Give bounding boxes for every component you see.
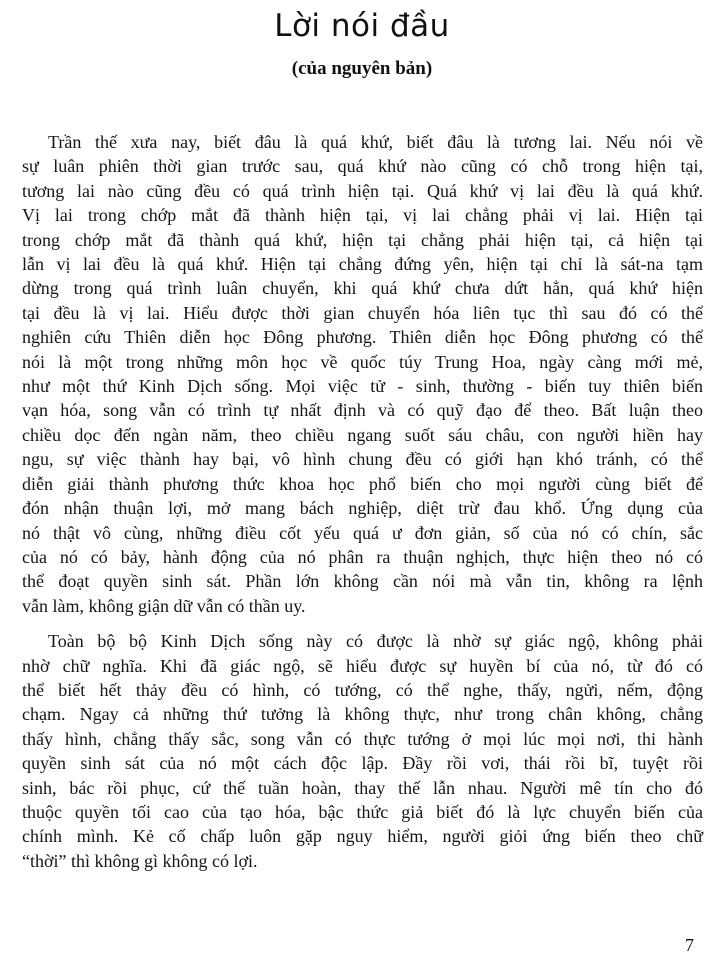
text-line: thể đoạt quyền sinh sát. Phần lớn không cần nói mà vẫn tin, không ra lệnh: [22, 571, 703, 592]
text-line: Toàn bộ bộ Kinh Dịch sống này có được là nhờ sự giác ngộ, không phải: [48, 631, 703, 652]
text-line: diễn giải thành phương thức khoa học phổ biến cho mọi người cùng biết để: [22, 473, 703, 494]
text-line: sự luân phiên thời gian trước sau, quá khứ nào cũng có chỗ trong hiện tại,: [22, 156, 703, 177]
text-line: vẫn làm, không giận dữ vẫn có thần uy.: [22, 595, 306, 616]
text-line: nói là một trong những môn học về quốc túy Trung Hoa, ngày càng mới mẻ,: [22, 351, 703, 372]
text-line: nó thật vô cùng, những điều cốt yếu quá ư đơn giản, số của nó có chín, sắc: [22, 522, 703, 543]
text-line: ngu, sự việc thành hay bại, vô hình chung đều có giới hạn khó tránh, có thể: [22, 449, 703, 470]
text-line: như một thứ Kinh Dịch sống. Mọi việc tử - sinh, thường - biến tuy thiên biến: [22, 376, 703, 397]
text-line: quyền sinh sát của nó một cách độc lập. Đầy rồi vơi, thái rồi bĩ, tuyệt rồi: [22, 753, 703, 774]
text-line: chiều dọc đến ngàn năm, theo chiều ngang suốt sáu châu, con người hiền hay: [22, 424, 703, 445]
text-line: trong chớp mắt đã thành quá khứ, hiện tại chẳng phải hiện tại, cả hiện tại: [22, 229, 703, 250]
text-line: đón nhận thuận lợi, mở mang bách nghiệp, diệt trừ đau khổ. Ứng dụng của: [22, 498, 703, 519]
text-line: vạn hóa, song vẫn có trình tự nhất định và có quỹ đạo để theo. Bất luận theo: [22, 400, 703, 421]
text-line: dừng trong quá trình luân chuyển, khi quá khứ chưa dứt hẳn, quá khứ hiện: [22, 278, 703, 299]
text-line: tại đều là vị lai. Hiểu được thời gian chuyển hóa liên tục thì sau đó có thể: [22, 302, 703, 323]
text-line: thấy hình, chẳng thấy sắc, song vẫn có thực tướng ở mọi lúc mọi nơi, thi hành: [22, 728, 703, 749]
text-line: Vị lai trong chớp mắt đã thành hiện tại, vị lai chẳng phải vị lai. Hiện tại: [22, 205, 703, 226]
text-line: của nó có bảy, hành động của nó phân ra thuận nghịch, thực hiện theo nó có: [22, 546, 703, 567]
page-title: Lời nói đầu: [274, 8, 450, 44]
text-line: thuộc quyền tối cao của tạo hóa, bậc thức giả biết đó là lực chuyển biến của: [22, 801, 703, 822]
page-number: 7: [685, 935, 694, 955]
body-text: [22, 130, 703, 873]
text-line: nhờ chữ nghĩa. Khi đã giác ngộ, sẽ hiểu được sự huyền bí của nó, từ đó có: [22, 655, 703, 676]
text-line: sinh, bác rồi phục, cứ thế tuần hoàn, thay thế lẫn nhau. Người mê tín cho đó: [22, 777, 703, 798]
page-subtitle: (của nguyên bản): [291, 58, 433, 79]
text-line: chính mình. Kẻ cố chấp luôn gặp nguy hiểm, người giỏi ứng biến theo chữ: [22, 826, 703, 847]
text-line: “thời” thì không gì không có lợi.: [22, 850, 258, 871]
text-line: lẫn vị lai đều là quá khứ. Hiện tại chẳng đứng yên, hiện tại chỉ là sát-na tạm: [22, 254, 703, 275]
paragraph-1: [22, 130, 703, 618]
text-line: tương lai nào cũng đều có quá trình hiện tại. Quá khứ vị lai đều là quá khứ.: [22, 180, 703, 201]
text-line: thể biết hết thảy đều có hình, có tướng, có thể nghe, thấy, ngửi, nếm, động: [22, 679, 703, 700]
text-line: nghiên cứu Thiên diễn học Đông phương. Thiên diễn học Đông phương có thể: [22, 327, 703, 348]
paragraph-2: [22, 629, 703, 873]
text-line: Trần thế xưa nay, biết đâu là quá khứ, biết đâu là tương lai. Nếu nói về: [48, 132, 703, 152]
text-line: chạm. Ngay cả những thứ tưởng là không thực, như trong chân không, chẳng: [22, 704, 703, 725]
